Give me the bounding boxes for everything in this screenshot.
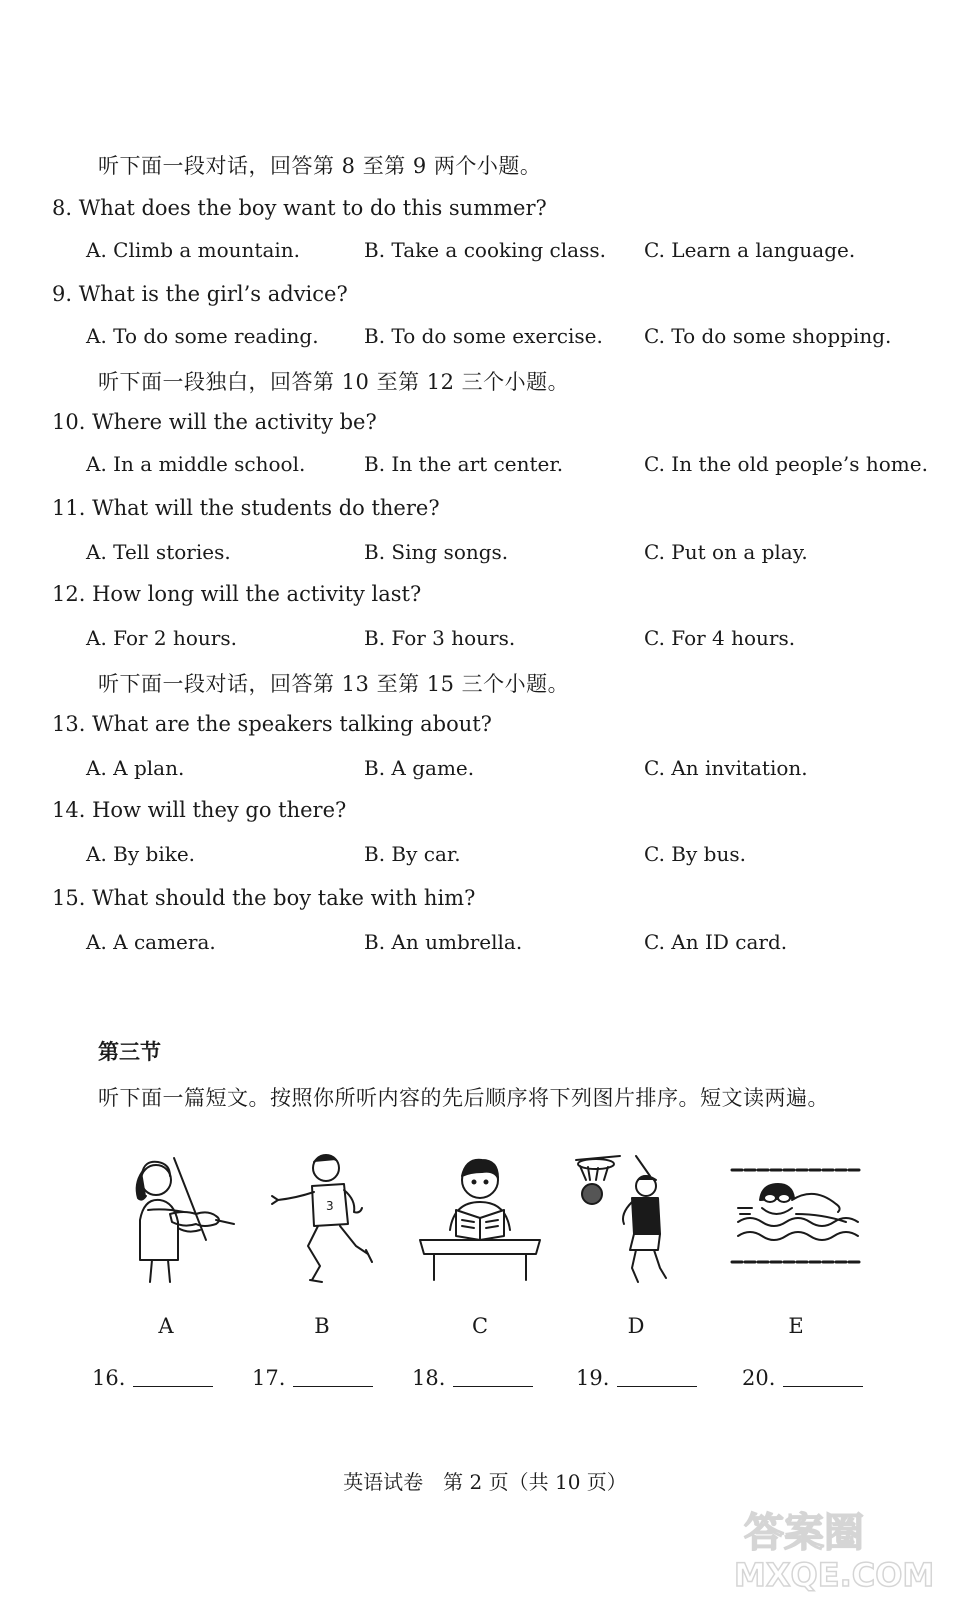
answer-blank-19[interactable]: 19. [576, 1366, 697, 1390]
violin-girl-icon [104, 1150, 244, 1290]
q8-option-a: A. Climb a mountain. [86, 238, 301, 262]
q15-option-b: B. An umbrella. [364, 930, 523, 954]
q9-option-a: A. To do some reading. [86, 324, 319, 348]
q10-option-b: B. In the art center. [364, 452, 564, 476]
watermark-line-1: 答案圈 [744, 1510, 864, 1556]
q13-option-b: B. A game. [364, 756, 475, 780]
watermark-line-2: MXQE.COM [734, 1556, 935, 1592]
question-11: 11. What will the students do there? [52, 496, 440, 520]
question-12: 12. How long will the activity last? [52, 582, 422, 606]
answer-blank-20[interactable]: 20. [742, 1366, 863, 1390]
q9-option-c: C. To do some shopping. [644, 324, 892, 348]
q13-option-a: A. A plan. [86, 756, 185, 780]
q10-option-a: A. In a middle school. [86, 452, 306, 476]
instruction-dialogue-1: 听下面一段对话，回答第 8 至第 9 两个小题。 [98, 154, 542, 178]
picture-label-c: C [471, 1314, 489, 1338]
basketball-player-icon [566, 1150, 706, 1290]
q12-option-c: C. For 4 hours. [644, 626, 796, 650]
q9-option-b: B. To do some exercise. [364, 324, 603, 348]
q14-option-b: B. By car. [364, 842, 461, 866]
section-3-instruction: 听下面一篇短文。按照你所听内容的先后顺序将下列图片排序。短文读两遍。 [98, 1086, 829, 1110]
instruction-dialogue-2: 听下面一段对话，回答第 13 至第 15 三个小题。 [98, 672, 570, 696]
q11-option-a: A. Tell stories. [86, 540, 231, 564]
q8-option-b: B. Take a cooking class. [364, 238, 606, 262]
q12-option-b: B. For 3 hours. [364, 626, 516, 650]
q14-option-c: C. By bus. [644, 842, 746, 866]
q15-option-c: C. An ID card. [644, 930, 788, 954]
answer-blank-17[interactable]: 17. [252, 1366, 373, 1390]
picture-label-d: D [627, 1314, 645, 1338]
question-14: 14. How will they go there? [52, 798, 347, 822]
picture-label-e: E [788, 1314, 804, 1338]
answer-blank-16[interactable]: 16. [92, 1366, 213, 1390]
question-9: 9. What is the girl’s advice? [52, 282, 348, 306]
running-boy-icon [256, 1150, 396, 1290]
q14-option-a: A. By bike. [86, 842, 196, 866]
picture-label-b: B [314, 1314, 330, 1338]
q11-option-b: B. Sing songs. [364, 540, 509, 564]
question-10: 10. Where will the activity be? [52, 410, 377, 434]
swimmer-icon [726, 1150, 866, 1290]
q12-option-a: A. For 2 hours. [86, 626, 237, 650]
section-3-title: 第三节 [98, 1040, 161, 1064]
q15-option-a: A. A camera. [86, 930, 216, 954]
question-13: 13. What are the speakers talking about? [52, 712, 492, 736]
instruction-monologue: 听下面一段独白，回答第 10 至第 12 三个小题。 [98, 370, 570, 394]
reading-boy-icon [410, 1150, 550, 1290]
question-15: 15. What should the boy take with him? [52, 886, 476, 910]
page-footer: 英语试卷 第 2 页（共 10 页） [343, 1470, 627, 1494]
svg-text:3: 3 [326, 1199, 334, 1213]
question-8: 8. What does the boy want to do this summer? [52, 196, 547, 220]
q8-option-c: C. Learn a language. [644, 238, 856, 262]
answer-blank-18[interactable]: 18. [412, 1366, 533, 1390]
q13-option-c: C. An invitation. [644, 756, 808, 780]
q10-option-c: C. In the old people’s home. [644, 452, 928, 476]
picture-label-a: A [158, 1314, 174, 1338]
q11-option-c: C. Put on a play. [644, 540, 808, 564]
watermark-logo [724, 1502, 954, 1592]
